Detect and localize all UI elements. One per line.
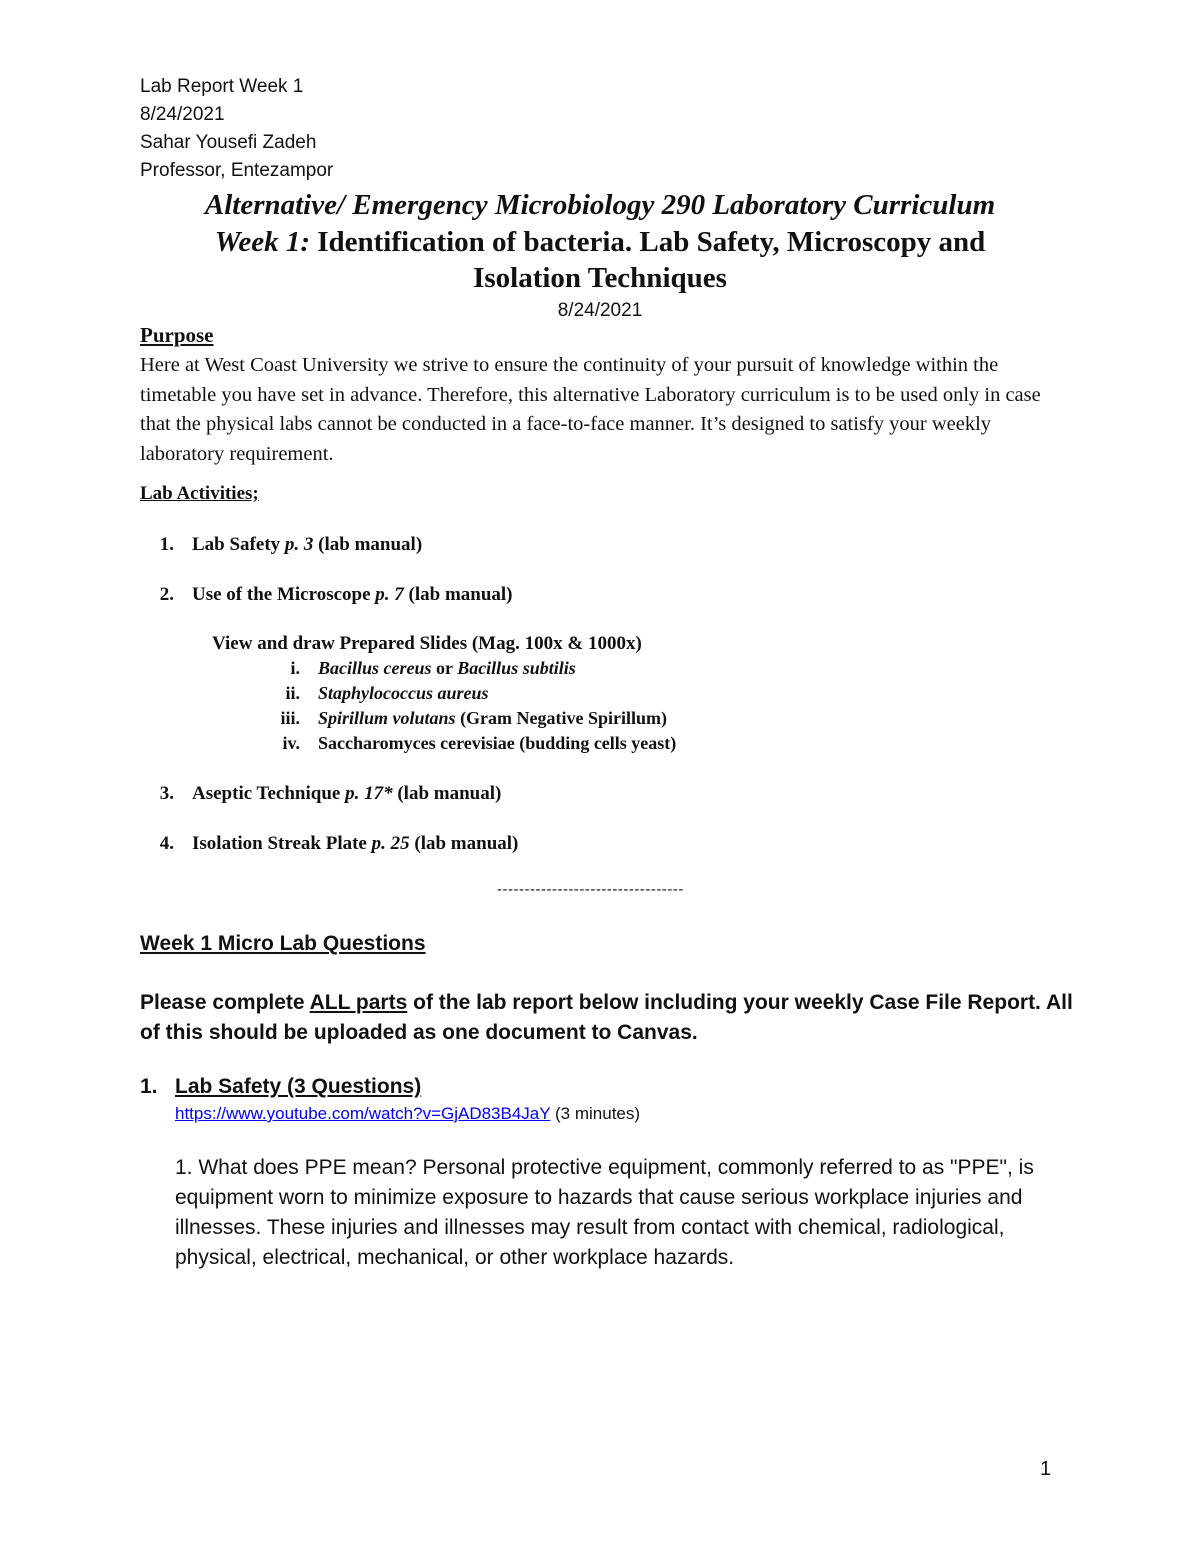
week-title-text: Identification of bacteria. Lab Safety, Microscopy and — [309, 226, 986, 258]
note-suffix: of the lab report below including your weekly Case File Report. All of this should be uploaded as one document to Canvas. — [140, 991, 1073, 1044]
activity-item — [152, 783, 752, 809]
section-divider: ---------------------------------- — [497, 881, 684, 898]
activity-item — [152, 534, 752, 560]
slide-species: Saccharomyces cerevisiae (budding cells yeast) — [318, 733, 677, 753]
slide-species: Spirillum volutans — [318, 708, 456, 728]
activity-page: p. 25 — [371, 833, 410, 854]
lab-activities-heading: Lab Activities; — [140, 483, 259, 504]
activity-suffix: (lab manual) — [313, 534, 423, 555]
purpose-body: Here at West Coast University we strive to ensure the continuity of your pursuit of knowledge within the timetable you have set in advance. Therefore, this alternative Laboratory curriculum is to be used only in case that the physical labs cannot be conducted in a face-to-face manner. It’s designed to satisfy your weekly laboratory requirement. — [140, 354, 1041, 465]
instructions-note — [140, 988, 1080, 1048]
page-number: 1 — [1040, 1458, 1052, 1480]
week-label: Week 1: — [214, 226, 310, 258]
activity-text: Use of the Microscope — [192, 584, 376, 605]
slide-item — [270, 658, 870, 682]
purpose-heading: Purpose — [140, 323, 214, 347]
video-duration: (3 minutes) — [550, 1104, 641, 1123]
slide-number: iii. — [280, 708, 300, 728]
slide-number: ii. — [285, 683, 300, 703]
activity-text: Isolation Streak Plate — [192, 833, 372, 854]
activity-page: p. 7 — [375, 584, 404, 605]
activity-suffix: (lab manual) — [409, 833, 519, 854]
activity-text: Lab Safety — [192, 534, 285, 555]
activity-number: 4. — [159, 833, 174, 854]
section-title: Lab Safety (3 Questions) — [175, 1075, 422, 1098]
week-title-line-3: Isolation Techniques — [473, 262, 727, 294]
slides-subheading: View and draw Prepared Slides (Mag. 100x & 1000x) — [212, 633, 642, 654]
answer-paragraph: 1. What does PPE mean? Personal protective equipment, commonly referred to as "PPE", is equipment worn to minimize exposure to hazards that cause serious workplace injuries and illnesses. These injuries and illnesses may result from contact with chemical, radiological, physical, electrical, mechanical, or other workplace hazards. — [175, 1156, 1034, 1269]
slide-description: (Gram Negative Spirillum) — [455, 708, 668, 728]
activity-text: Aseptic Technique — [192, 783, 346, 804]
note-emphasis: ALL parts — [309, 991, 408, 1014]
activity-page: p. 17* — [345, 783, 393, 804]
questions-heading: Week 1 Micro Lab Questions — [140, 932, 426, 955]
report-date: 8/24/2021 — [140, 104, 225, 125]
slide-item — [270, 683, 870, 707]
professor-name: Professor, Entezampor — [140, 160, 334, 181]
section-number: 1. — [140, 1075, 158, 1098]
activity-number: 1. — [159, 534, 174, 555]
curriculum-title: Alternative/ Emergency Microbiology 290 Laboratory Curriculum — [204, 189, 996, 221]
activity-suffix: (lab manual) — [392, 783, 502, 804]
video-link[interactable]: https://www.youtube.com/watch?v=GjAD83B4JaY — [175, 1104, 551, 1123]
student-name: Sahar Yousefi Zadeh — [140, 132, 317, 153]
title-date: 8/24/2021 — [557, 300, 643, 321]
slide-species-alt: Bacillus subtilis — [457, 658, 576, 678]
video-link-line — [175, 1104, 640, 1124]
activity-item — [152, 833, 752, 859]
activity-number: 3. — [159, 783, 174, 804]
activity-number: 2. — [159, 584, 174, 605]
slide-item — [270, 708, 870, 732]
activity-suffix: (lab manual) — [403, 584, 513, 605]
slide-connector: or — [431, 658, 458, 678]
note-prefix: Please complete — [140, 991, 310, 1014]
slide-species: Bacillus cereus — [318, 658, 432, 678]
report-title-line: Lab Report Week 1 — [140, 76, 304, 97]
activity-page: p. 3 — [284, 534, 314, 555]
week-title — [0, 226, 1200, 259]
slide-item — [270, 733, 870, 757]
activity-item — [152, 584, 752, 610]
slide-number: i. — [290, 658, 300, 678]
slide-number: iv. — [282, 733, 300, 753]
slide-species: Staphylococcus aureus — [318, 683, 489, 703]
